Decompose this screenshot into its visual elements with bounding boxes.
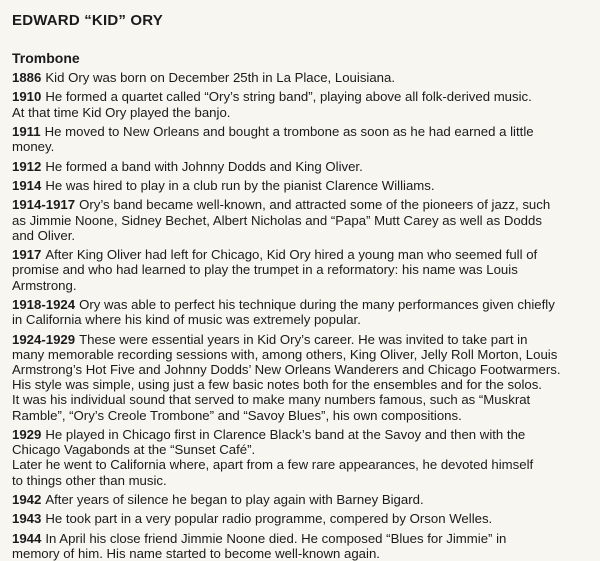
entry-line [12,347,588,362]
entry-text: He moved to New Orleans and bought a trombone as soon as he had earned a little [44,123,534,139]
entry-text: Armstrong. [12,277,77,293]
instrument-heading: Trombone [12,50,80,66]
entry-line [12,297,588,312]
timeline-entry [12,197,588,243]
entry-text: many memorable recording sessions with, among others, King Oliver, Jelly Roll Morton, Louis [12,346,558,362]
entry-line [12,139,588,154]
entry-text: in California where his kind of music was extremely popular. [12,312,361,328]
entry-year: 1912 [12,158,42,174]
entry-line [12,178,588,193]
entry-text: These were essential years in Kid Ory’s career. He was invited to take part in [79,331,528,347]
timeline-entry [12,511,588,526]
entry-text: In April his close friend Jimmie Noone died. He composed “Blues for Jimmie” in [45,530,507,546]
entry-year: 1918-1924 [12,296,76,312]
entry-line [12,124,588,139]
timeline-entries [12,70,588,561]
entry-text: and Oliver. [12,227,76,243]
entry-year: 1911 [12,123,41,139]
entry-year: 1914 [12,177,42,193]
entry-line [12,247,588,262]
timeline-entry [12,70,588,85]
entry-text: Armstrong’s Hot Five and Johnny Dodds’ New Orleans Wanderers and Chicago Footwarmers. [12,361,561,377]
entry-year: 1929 [12,426,42,442]
entry-line [12,89,588,104]
entry-year: 1924-1929 [12,331,76,347]
entry-year: 1944 [12,530,42,546]
timeline-entry [12,89,588,119]
entry-text: He took part in a very popular radio programme, compered by Orson Welles. [45,511,493,527]
entry-line [12,457,588,472]
timeline-entry [12,178,588,193]
entry-text: He played in Chicago first in Clarence Black’s band at the Savoy and then with the [45,426,526,442]
entry-text: Later he went to California where, apart from a few rare appearances, he devoted himself [12,457,534,473]
entry-line [12,377,588,392]
timeline-entry [12,297,588,327]
entry-text: promise and who had learned to play the trumpet in a reformatory: his name was Louis [12,262,518,278]
entry-line [12,197,588,212]
timeline-entry [12,427,588,488]
timeline-entry [12,531,588,561]
entry-line [12,278,588,293]
entry-text: At that time Kid Ory played the banjo. [12,104,231,120]
entry-line [12,262,588,277]
document-title: EDWARD “KID” ORY [12,12,163,29]
entry-text: He formed a quartet called “Ory’s string band”, playing above all folk-derived music. [45,89,532,105]
entry-line [12,213,588,228]
entry-text: to things other than music. [12,472,167,488]
entry-line [12,427,588,442]
entry-year: 1917 [12,247,42,263]
entry-year: 1910 [12,89,42,105]
entry-text: He was hired to play in a club run by the pianist Clarence Williams. [45,177,435,193]
entry-text: Ory was able to perfect his technique during the many performances given chiefly [79,296,555,312]
entry-text: memory of him. His name started to become well-known again. [12,545,380,561]
entry-line [12,105,588,120]
entry-text: Chicago Vagabonds at the “Sunset Café”. [12,442,256,458]
entry-line [12,473,588,488]
entry-line [12,408,588,423]
entry-text: Ramble”, “Ory’s Creole Trombone” and “Savoy Blues”, his own compositions. [12,407,462,423]
entry-text: as Jimmie Noone, Sidney Bechet, Albert Nicholas and “Papa” Mutt Carey as well as Dodds [12,212,542,228]
entry-line [12,159,588,174]
entry-year: 1886 [12,70,42,85]
entry-line [12,511,588,526]
entry-text: Ory’s band became well-known, and attracted some of the pioneers of jazz, such [79,197,551,213]
timeline-entry [12,492,588,507]
timeline-entry [12,247,588,293]
entry-year: 1914-1917 [12,197,76,213]
entry-line [12,442,588,457]
entry-year: 1942 [12,491,42,507]
entry-line [12,312,588,327]
entry-text: Kid Ory was born on December 25th in La Place, Louisiana. [45,70,396,85]
timeline-entry [12,332,588,423]
entry-text: He formed a band with Johnny Dodds and King Oliver. [45,158,363,174]
timeline-entry [12,159,588,174]
entry-line [12,492,588,507]
timeline-entry [12,124,588,154]
entry-line [12,531,588,546]
entry-year: 1943 [12,511,42,527]
entry-text: It was his individual sound that served to make many numbers famous, such as “Muskrat [12,392,531,408]
entry-text: After years of silence he began to play again with Barney Bigard. [45,491,424,507]
entry-text: His style was simple, using just a few basic notes both for the ensembles and for the solos. [12,377,542,393]
entry-line [12,362,588,377]
entry-text: After King Oliver had left for Chicago, Kid Ory hired a young man who seemed full of [45,247,538,263]
entry-line [12,546,588,561]
entry-line [12,392,588,407]
entry-text: money. [12,139,55,155]
entry-line [12,332,588,347]
entry-line [12,228,588,243]
entry-line [12,70,588,85]
